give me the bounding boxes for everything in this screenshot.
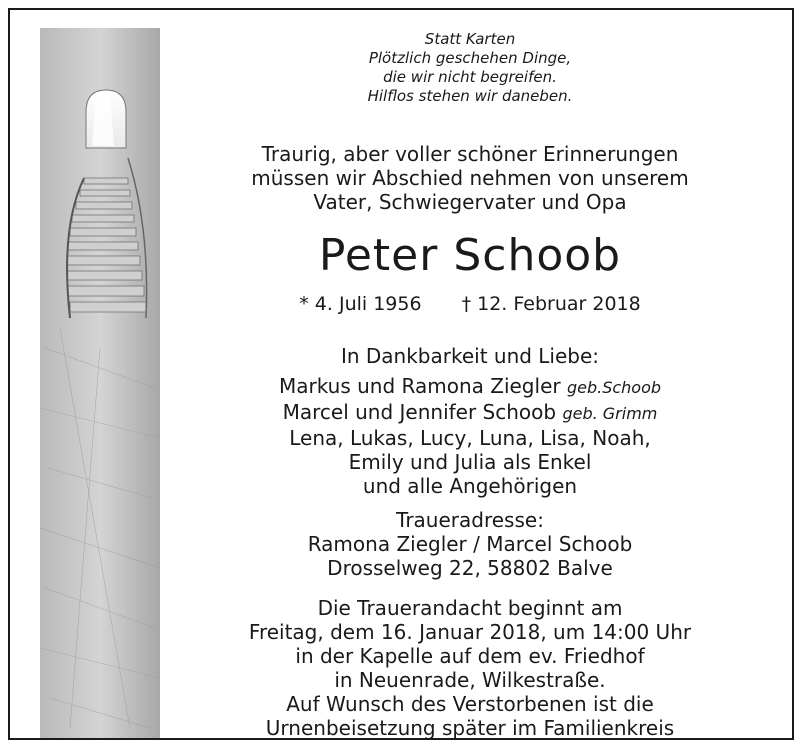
staircase-illustration [40,28,160,740]
intro-verse [170,30,770,106]
mourner-line: und alle Angehörigen [362,474,578,498]
address-line: Ramona Ziegler / Marcel Schoob [307,532,633,556]
message-line: müssen wir Abschied nehmen von unserem [251,166,689,190]
service-line: in der Kapelle auf dem ev. Friedhof [295,644,645,668]
mourner-line: Lena, Lukas, Lucy, Luna, Lisa, Noah, [289,426,651,450]
service-line: Urnenbeisetzung später im Familienkreis [265,716,675,740]
mourner-line: Emily und Julia als Enkel [348,450,592,474]
mourners-list [170,374,770,498]
service-line: Freitag, dem 16. Januar 2018, um 14:00 Uhr [248,620,692,644]
intro-heading: Statt Karten [424,30,516,48]
gratitude-heading: In Dankbarkeit und Liebe: [340,344,600,368]
deceased-name: Peter Schoob [318,230,622,281]
birth-name: geb. Grimm [562,404,658,423]
service-line: in Neuenrade, Wilkestraße. [334,668,606,692]
mourning-address [170,508,770,580]
verse-line: die wir nicht begreifen. [383,68,557,86]
farewell-message [170,142,770,214]
message-line: Vater, Schwiegervater und Opa [313,190,627,214]
service-line: Auf Wunsch des Verstorbenen ist die [286,692,654,716]
death-date: † 12. Februar 2018 [461,293,641,315]
service-details [170,596,770,740]
life-dates [170,292,770,316]
address-heading: Traueradresse: [396,508,544,532]
birth-date: * 4. Juli 1956 [299,293,422,315]
family-line: Marcel und Jennifer Schoob geb. Grimm [282,400,658,424]
verse-line: Plötzlich geschehen Dinge, [368,49,572,67]
service-line: Die Trauerandacht beginnt am [317,596,623,620]
family-line: Markus und Ramona Ziegler geb.Schoob [278,374,662,398]
verse-line: Hilflos stehen wir daneben. [367,87,573,105]
address-line: Drosselweg 22, 58802 Balve [327,556,613,580]
birth-name: geb.Schoob [566,378,662,397]
message-line: Traurig, aber voller schöner Erinnerungen [261,142,679,166]
obituary-frame [8,8,794,740]
